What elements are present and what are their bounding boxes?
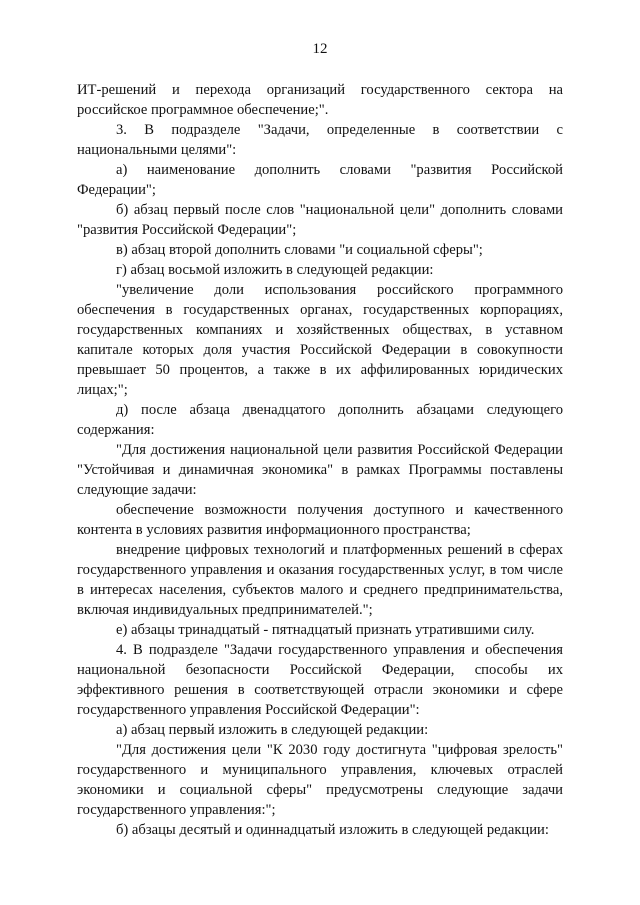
paragraph: внедрение цифровых технологий и платформенных решений в сферах государственного управления и оказания государственных услуг, в том числе в интересах населения, субъектов малого и среднего предпринимательства, включая индивидуальных предпринимателей."; — [77, 542, 563, 618]
paragraph: б) абзац первый после слов "национальной цели" дополнить словами "развития Российской Федерации"; — [77, 202, 563, 238]
paragraph: 3. В подразделе "Задачи, определенные в соответствии с национальными целями": — [77, 122, 563, 158]
paragraph: а) абзац первый изложить в следующей редакции: — [116, 722, 429, 738]
paragraph: 4. В подразделе "Задачи государственного управления и обеспечения национальной безопасности Российской Федерации, способы их эффективного решения в соответствующей отрасли экономики и сфере государственного управления Российской Федерации": — [77, 642, 563, 718]
paragraph: "увеличение доли использования российского программного обеспечения в государственных органах, государственных корпорациях, государственных компаниях и хозяйственных обществах, в уставном капитале которых доля участия Российской Федерации в совокупности превышает 50 процентов, а также в их аффилированных юридических лицах;"; — [77, 282, 563, 398]
paragraph: г) абзац восьмой изложить в следующей редакции: — [116, 262, 434, 278]
paragraph: "Для достижения цели "К 2030 году достигнута "цифровая зрелость" государственного и муниципального управления, ключевых отраслей экономики и социальной сферы" предусмотрены следующие задачи государственного управления:"; — [77, 742, 563, 818]
paragraph: б) абзацы десятый и одиннадцатый изложить в следующей редакции: — [116, 822, 549, 838]
paragraph: в) абзац второй дополнить словами "и социальной сферы"; — [116, 242, 483, 258]
page-number: 12 — [312, 41, 328, 57]
paragraph: е) абзацы тринадцатый - пятнадцатый признать утратившими силу. — [116, 622, 535, 638]
paragraph: д) после абзаца двенадцатого дополнить абзацами следующего содержания: — [77, 402, 563, 438]
paragraph: а) наименование дополнить словами "развития Российской Федерации"; — [77, 162, 563, 198]
paragraph: ИТ-решений и перехода организаций государственного сектора на российское программное обеспечение;". — [77, 82, 563, 118]
paragraph: "Для достижения национальной цели развития Российской Федерации "Устойчивая и динамичная экономика" в рамках Программы поставлены следующие задачи: — [77, 442, 563, 498]
document-body — [77, 80, 563, 840]
paragraph: обеспечение возможности получения доступного и качественного контента в условиях развития информационного пространства; — [77, 502, 563, 538]
